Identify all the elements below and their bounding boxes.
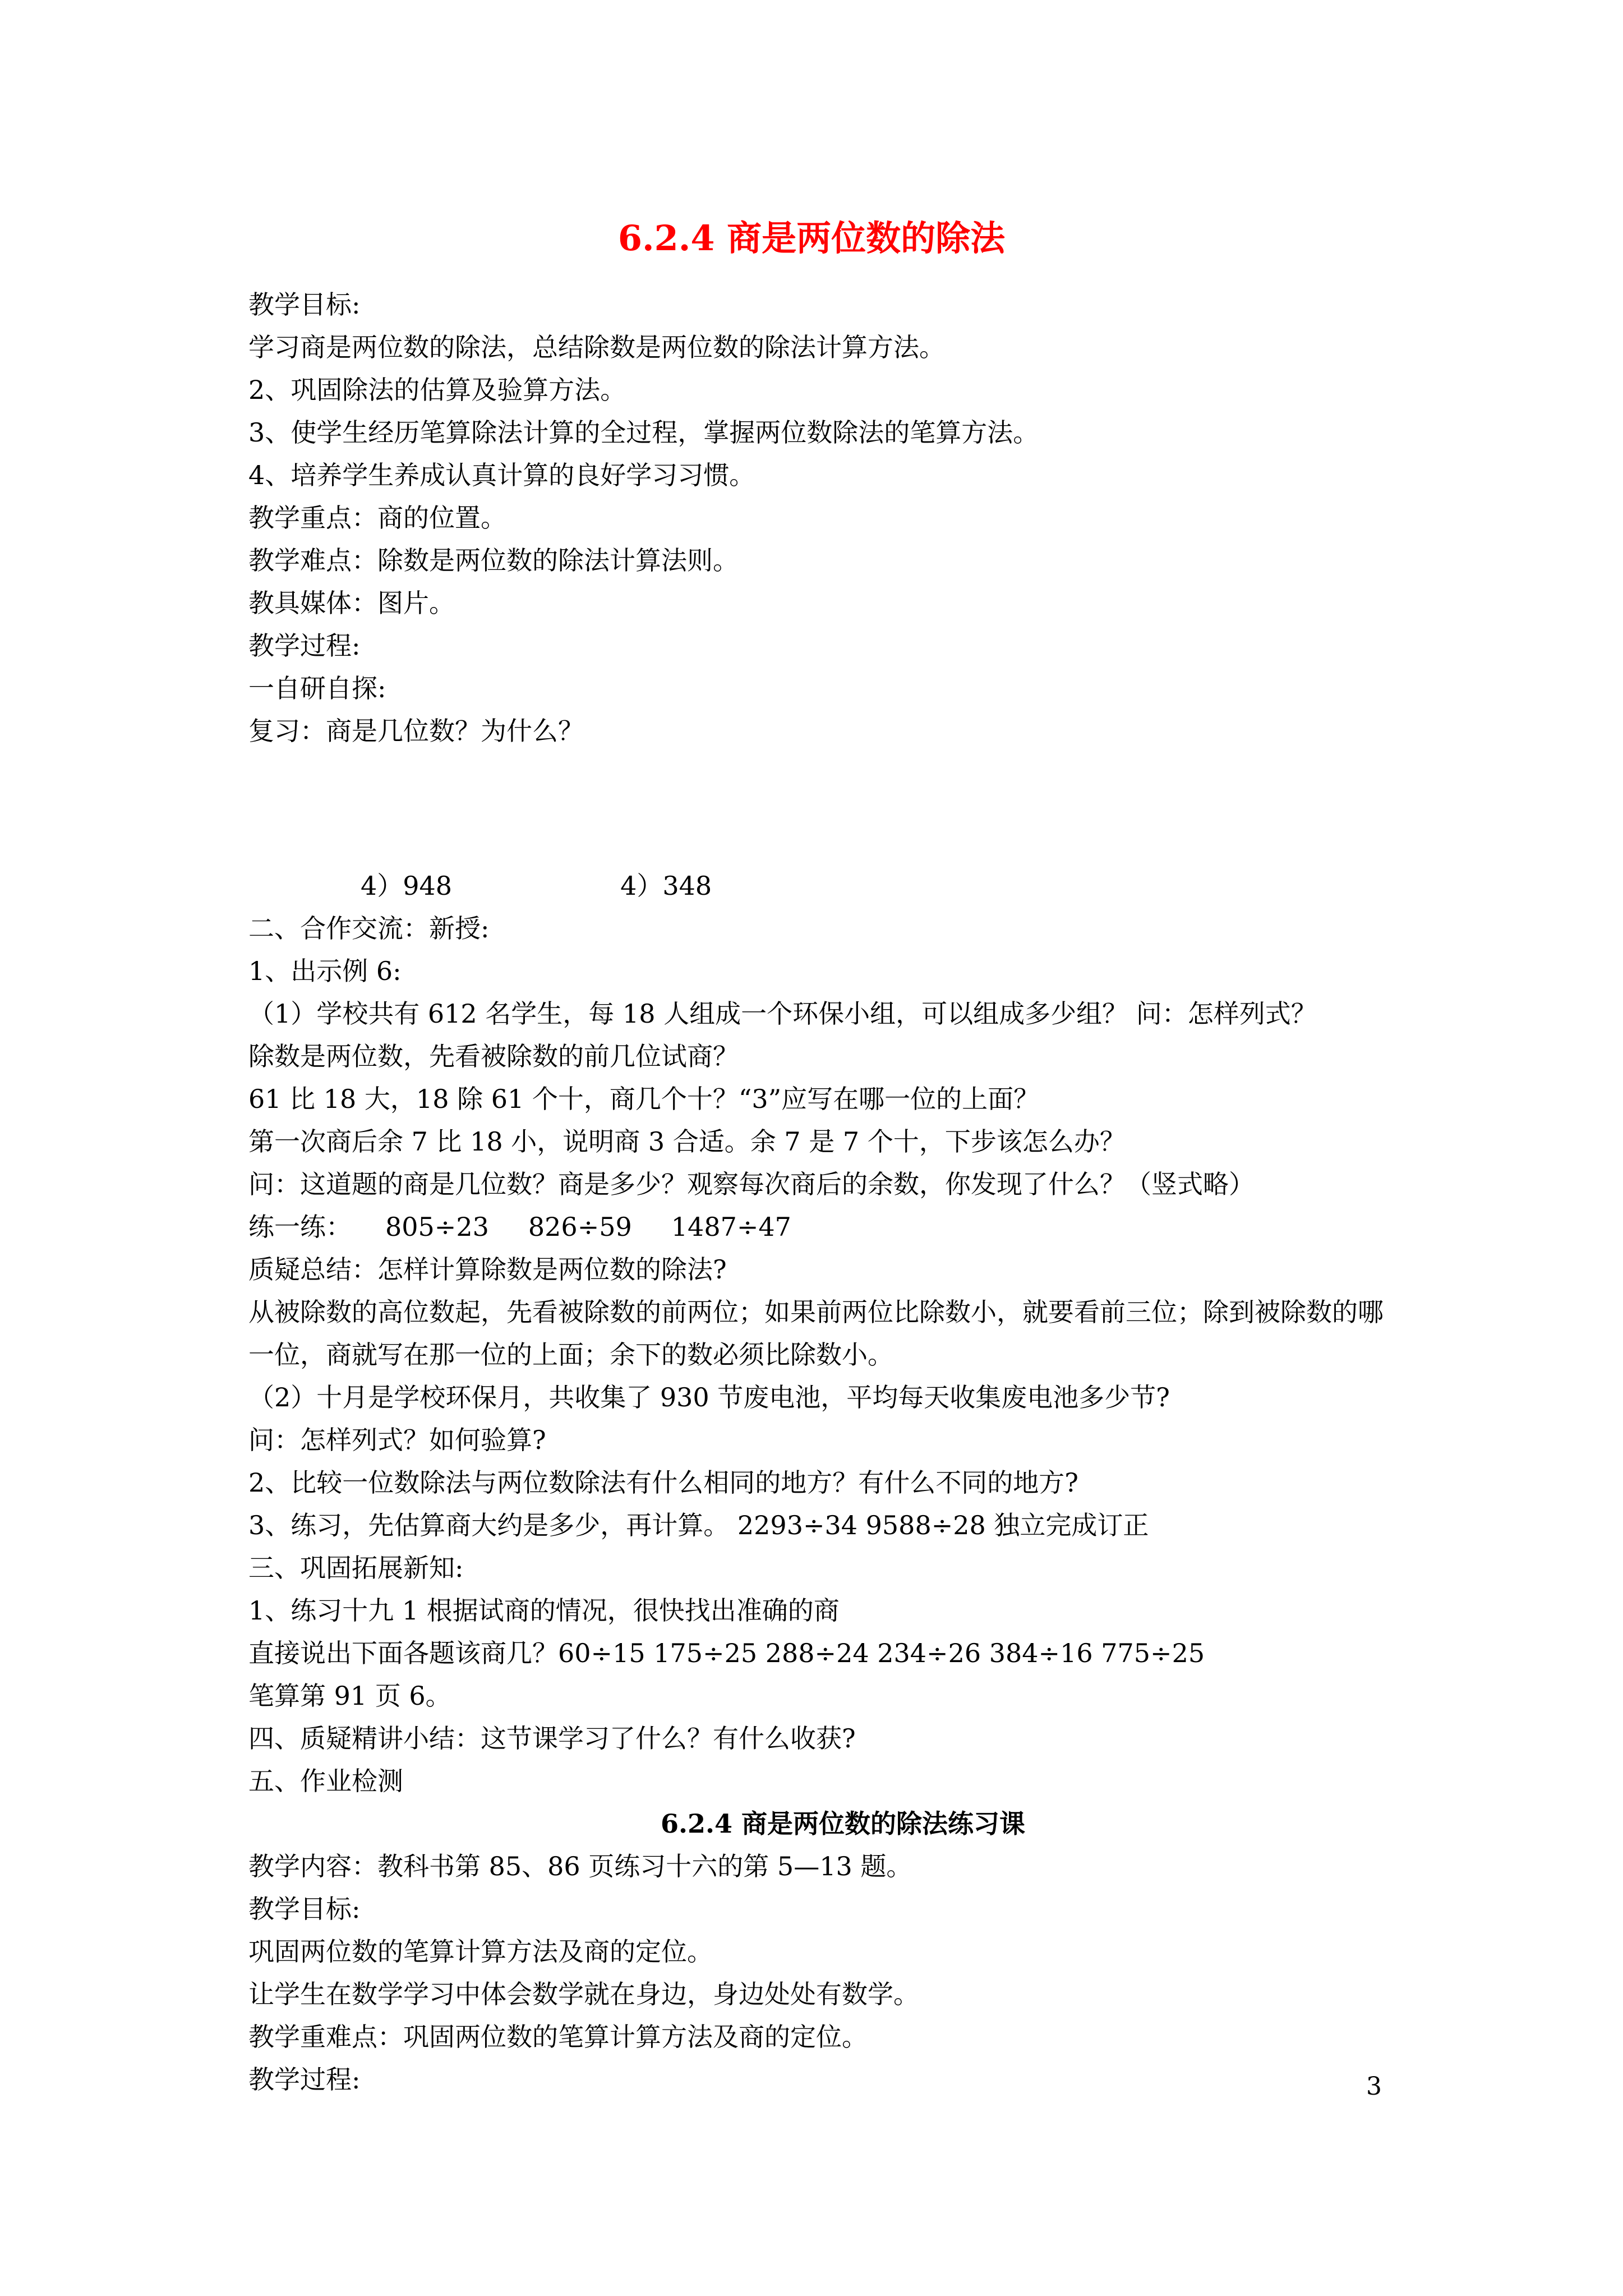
- page-number: 3: [1366, 2072, 1382, 2101]
- text-line: 61 比 18 大，18 除 61 个十，商几个十？“3”应写在哪一位的上面？: [248, 1084, 1040, 1114]
- page-title: 6.2.4 商是两位数的除法: [617, 218, 1006, 259]
- text-line: 教学过程:: [248, 631, 361, 661]
- text-line: 质疑总结：怎样计算除数是两位数的除法?: [248, 1254, 727, 1285]
- text-line: 教学目标:: [248, 1894, 361, 1924]
- division-expression: 4）948: [361, 871, 453, 901]
- text-line: 2、巩固除法的估算及验算方法。: [248, 375, 626, 405]
- text-line: 教学难点：除数是两位数的除法计算法则。: [248, 545, 739, 576]
- text-line: 教学重难点：巩固两位数的笔算计算方法及商的定位。: [248, 2022, 868, 2052]
- document-body: [248, 283, 1398, 2101]
- blank-space: [248, 752, 1398, 864]
- text-line: （1）学校共有 612 名学生，每 18 人组成一个环保小组，可以组成多少组？ 问：怎样列式？: [248, 999, 1317, 1029]
- division-expression: 4）348: [620, 871, 712, 901]
- text-line: 教学重点：商的位置。: [248, 503, 506, 533]
- practice-item: 805÷23: [385, 1212, 489, 1242]
- text-line: 笔算第 91 页 6。: [248, 1681, 451, 1711]
- text-line: 问：怎样列式？如何验算?: [248, 1425, 546, 1455]
- text-line: 二、合作交流：新授:: [248, 913, 490, 944]
- text-line: 三、巩固拓展新知:: [248, 1553, 464, 1583]
- text-line: 一自研自探:: [248, 673, 386, 703]
- practice-label: 练一练：: [248, 1212, 352, 1242]
- text-line: 教学过程:: [248, 2064, 361, 2095]
- text-line: 复习：商是几位数？为什么？: [248, 716, 584, 746]
- text-line: 2、比较一位数除法与两位数除法有什么相同的地方？有什么不同的地方?: [248, 1467, 1078, 1498]
- text-line: 让学生在数学学习中体会数学就在身边，身边处处有数学。: [248, 1979, 919, 2009]
- practice-line: [248, 1205, 1398, 1248]
- text-line: 1、练习十九 1 根据试商的情况，很快找出准确的商: [248, 1595, 840, 1626]
- text-line: 巩固两位数的笔算计算方法及商的定位。: [248, 1936, 713, 1967]
- text-line: 第一次商后余 7 比 18 小，说明商 3 合适。余 7 是 7 个十，下步该怎么办？: [248, 1126, 1126, 1157]
- text-line: 教学内容：教科书第 85、86 页练习十六的第 5—13 题。: [248, 1851, 912, 1881]
- practice-item: 826÷59: [528, 1212, 632, 1242]
- text-line: 教学目标:: [248, 289, 361, 320]
- section-subtitle: 6.2.4 商是两位数的除法练习课: [660, 1809, 1026, 1839]
- text-line: 直接说出下面各题该商几？60÷15 175÷25 288÷24 234÷26 384÷16 775÷25: [248, 1638, 1205, 1668]
- division-expressions: [248, 864, 1398, 907]
- text-line: 3、使学生经历笔算除法计算的全过程，掌握两位数除法的笔算方法。: [248, 417, 1039, 448]
- text-paragraph: 从被除数的高位数起，先看被除数的前两位；如果前两位比除数小，就要看前三位；除到被除数的哪一位，商就写在那一位的上面；余下的数必须比除数小。: [248, 1297, 1384, 1370]
- text-line: 四、质疑精讲小结：这节课学习了什么？有什么收获?: [248, 1723, 856, 1754]
- text-line: 问：这道题的商是几位数？商是多少？观察每次商后的余数，你发现了什么？（竖式略）: [248, 1169, 1255, 1199]
- practice-item: 1487÷47: [671, 1212, 791, 1242]
- text-line: 学习商是两位数的除法，总结除数是两位数的除法计算方法。: [248, 332, 945, 362]
- text-line: 3、练习，先估算商大约是多少，再计算。 2293÷34 9588÷28 独立完成订正: [248, 1510, 1149, 1540]
- text-line: 1、出示例 6:: [248, 956, 402, 986]
- text-line: 教具媒体：图片。: [248, 588, 455, 618]
- text-line: 五、作业检测: [248, 1766, 403, 1796]
- text-line: 除数是两位数，先看被除数的前几位试商？: [248, 1041, 739, 1071]
- text-line: （2）十月是学校环保月，共收集了 930 节废电池，平均每天收集废电池多少节?: [248, 1382, 1170, 1412]
- text-line: 4、培养学生养成认真计算的良好学习习惯。: [248, 460, 755, 490]
